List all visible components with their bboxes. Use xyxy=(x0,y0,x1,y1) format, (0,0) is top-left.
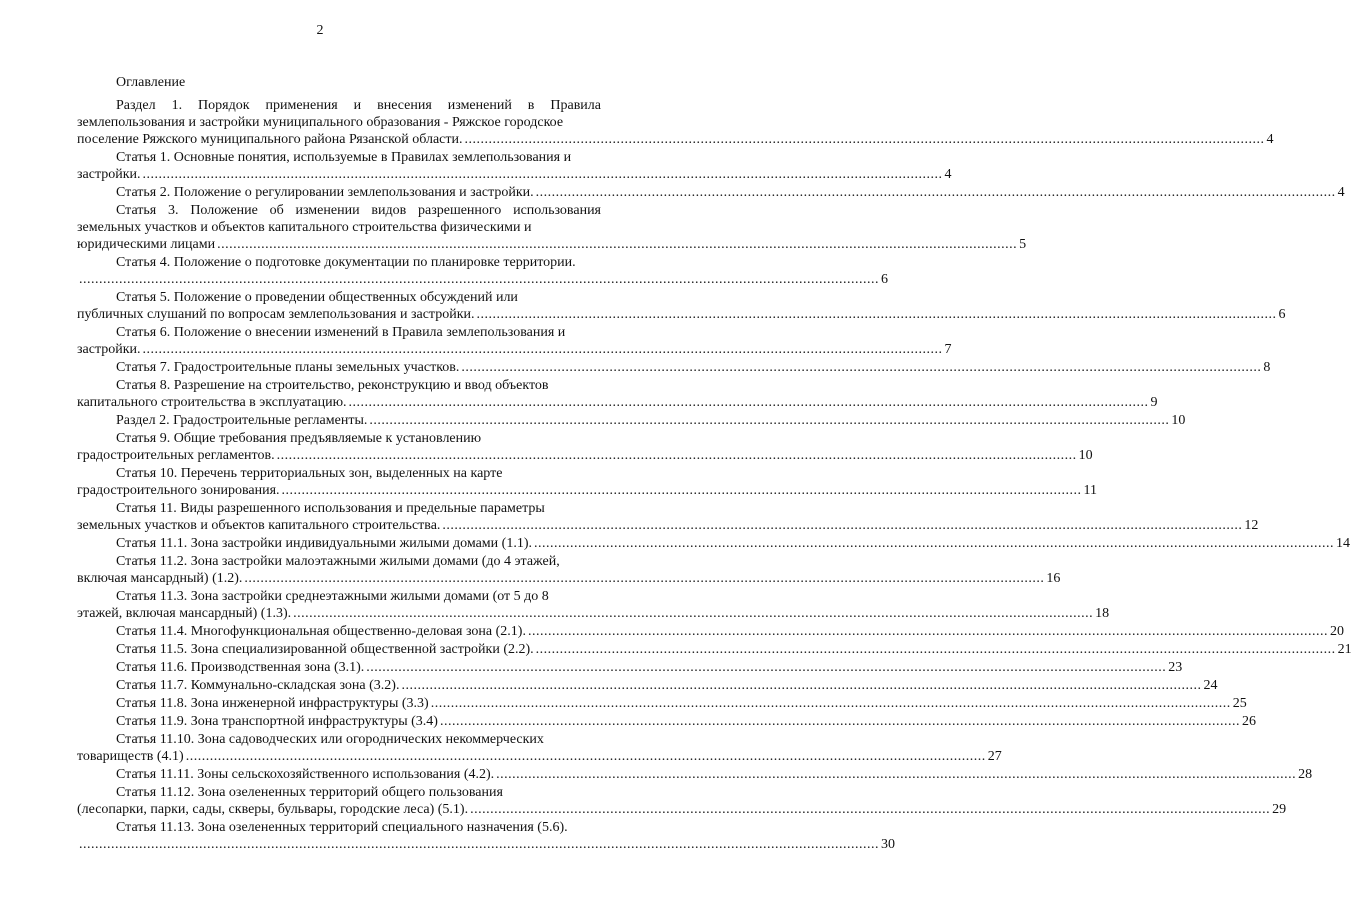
toc-entry-title-end: Статья 11.1. Зона застройки индивидуальными жилыми домами (1.1). xyxy=(116,536,532,551)
toc-page-number: 27 xyxy=(987,749,1002,764)
toc-entry[interactable] xyxy=(77,659,1183,676)
dot-leader: ........................................................................................................................................................................................................ xyxy=(217,237,1018,252)
toc-entry[interactable] xyxy=(77,254,888,288)
toc-entry[interactable] xyxy=(77,641,1352,658)
toc-entry-leader-line xyxy=(77,659,1183,676)
dot-leader: ........................................................................................................................................................................................................ xyxy=(461,360,1262,375)
toc-entry-leader-line xyxy=(77,482,1097,499)
toc-page-number: 7 xyxy=(944,342,952,357)
toc-entry-leader-line xyxy=(77,166,952,183)
toc-entry[interactable] xyxy=(77,97,1274,148)
toc-entry-title: Статья 5. Положение о проведении общественных обсуждений или xyxy=(116,290,518,305)
toc-entry-title: Статья 11.2. Зона застройки малоэтажными жилыми домами (до 4 этажей, xyxy=(116,554,560,569)
toc-entry-title-end: публичных слушаний по вопросам землепользования и застройки. xyxy=(77,307,475,322)
toc-entry-leader-line xyxy=(77,623,1344,640)
toc-entry-title: Статья 11. Виды разрешенного использования и предельные параметры xyxy=(116,501,545,516)
dot-leader: ........................................................................................................................................................................................................ xyxy=(470,802,1271,817)
dot-leader: ........................................................................................................................................................................................................ xyxy=(535,185,1336,200)
dot-leader: ........................................................................................................................................................................................................ xyxy=(79,837,879,852)
toc-entry[interactable] xyxy=(77,535,1350,552)
dot-leader: ........................................................................................................................................................................................................ xyxy=(142,342,943,357)
toc-entry-leader-line xyxy=(77,359,1271,376)
toc-entry-title-end: этажей, включая мансардный) (1.3). xyxy=(77,606,292,621)
toc-entry-title-end: Статья 11.5. Зона специализированной общественной застройки (2.2). xyxy=(116,642,534,657)
toc-entry-title-end: земельных участков и объектов капитального строительства. xyxy=(77,518,441,533)
dot-leader: ........................................................................................................................................................................................................ xyxy=(535,642,1336,657)
toc-entry-leader-line xyxy=(77,641,1352,658)
toc-entry-title-end: включая мансардный) (1.2). xyxy=(77,571,243,586)
toc-page-number: 25 xyxy=(1232,696,1247,711)
toc-entry-leader-line xyxy=(77,517,1259,534)
toc-entry-leader-line xyxy=(77,341,952,358)
toc-entry[interactable] xyxy=(77,149,952,183)
toc-entry[interactable] xyxy=(77,713,1256,730)
toc-entry[interactable] xyxy=(77,324,952,358)
toc-page-number: 6 xyxy=(1278,307,1286,322)
toc-entry-leader-line xyxy=(77,184,1345,201)
toc-entry-leader-line xyxy=(77,535,1350,552)
toc-entry-title-end: капитального строительства в эксплуатацию. xyxy=(77,395,347,410)
dot-leader: ........................................................................................................................................................................................................ xyxy=(401,678,1202,693)
dot-leader: ........................................................................................................................................................................................................ xyxy=(476,307,1277,322)
toc-entry-title-end: градостроительных регламентов. xyxy=(77,448,275,463)
dot-leader: ........................................................................................................................................................................................................ xyxy=(430,696,1231,711)
toc-entry-title: Статья 6. Положение о внесении изменений в Правила землепользования и xyxy=(116,325,566,340)
toc-entry-leader-line xyxy=(77,447,1093,464)
toc-entry-title: Статья 10. Перечень территориальных зон, выделенных на карте xyxy=(116,466,503,481)
toc-page-number: 24 xyxy=(1203,678,1218,693)
toc-entry-leader-line xyxy=(77,306,1286,323)
dot-leader: ........................................................................................................................................................................................................ xyxy=(464,132,1265,147)
toc-entry-leader-line xyxy=(77,801,1287,818)
page-number: 2 xyxy=(316,23,324,38)
toc-entry[interactable] xyxy=(77,430,1093,464)
toc-page-number: 28 xyxy=(1298,767,1313,782)
table-of-contents xyxy=(77,97,1352,854)
toc-entry-title: Раздел 1. Порядок применения и внесения изменений в Правила землепользования и застройки муниципального образования - Ряжское городское xyxy=(77,98,601,130)
toc-entry-title: Статья 1. Основные понятия, используемые в Правилах землепользования и xyxy=(116,150,572,165)
toc-entry[interactable] xyxy=(77,623,1344,640)
toc-page-number: 29 xyxy=(1272,802,1287,817)
toc-entry-leader-line xyxy=(77,695,1247,712)
toc-entry-leader-line xyxy=(77,570,1061,587)
dot-leader: ........................................................................................................................................................................................................ xyxy=(442,518,1243,533)
toc-entry-title: Статья 8. Разрешение на строительство, реконструкцию и ввод объектов xyxy=(116,378,549,393)
toc-entry-title-end: застройки. xyxy=(77,167,141,182)
toc-entry-title-end: Статья 7. Градостроительные планы земельных участков. xyxy=(116,360,460,375)
toc-entry-title-end: юридическими лицами xyxy=(77,237,216,252)
toc-page-number: 4 xyxy=(1266,132,1274,147)
toc-entry[interactable] xyxy=(77,359,1271,376)
toc-page-number: 18 xyxy=(1095,606,1110,621)
toc-entry-title: Статья 11.12. Зона озелененных территорий общего пользования xyxy=(116,785,503,800)
toc-entry-leader-line xyxy=(77,271,888,288)
toc-entry-title: Статья 11.13. Зона озелененных территорий специального назначения (5.6). xyxy=(116,820,568,835)
toc-entry-title-end: поселение Ряжского муниципального района Рязанской области. xyxy=(77,132,463,147)
toc-entry-leader-line xyxy=(77,236,1027,253)
toc-entry-leader-line xyxy=(77,748,1002,765)
toc-entry[interactable] xyxy=(77,377,1158,411)
toc-entry-title-end: товариществ (4.1) xyxy=(77,749,184,764)
dot-leader: ........................................................................................................................................................................................................ xyxy=(142,167,943,182)
toc-entry-title-end: Раздел 2. Градостроительные регламенты. xyxy=(116,413,368,428)
toc-entry-leader-line xyxy=(77,605,1110,622)
dot-leader: ........................................................................................................................................................................................................ xyxy=(348,395,1149,410)
toc-entry-leader-line xyxy=(77,394,1158,411)
toc-entry-title-end: Статья 11.11. Зоны сельскохозяйственного использования (4.2). xyxy=(116,767,495,782)
toc-title: Оглавление xyxy=(116,75,186,90)
toc-entry-title: Статья 3. Положение об изменении видов разрешенного использования земельных участков и объектов капитального строительства физическими и xyxy=(77,203,601,235)
toc-page-number: 21 xyxy=(1337,642,1352,657)
toc-entry[interactable] xyxy=(77,202,1027,253)
toc-entry[interactable] xyxy=(77,500,1259,534)
toc-page-number: 16 xyxy=(1046,571,1061,586)
dot-leader: ........................................................................................................................................................................................................ xyxy=(79,272,879,287)
toc-entry-title: Статья 11.10. Зона садоводческих или огороднических некоммерческих xyxy=(116,732,544,747)
dot-leader: ........................................................................................................................................................................................................ xyxy=(496,767,1297,782)
toc-entry-title-end: Статья 2. Положение о регулировании землепользования и застройки. xyxy=(116,185,534,200)
toc-page-number: 20 xyxy=(1329,624,1344,639)
dot-leader: ........................................................................................................................................................................................................ xyxy=(439,714,1240,729)
toc-entry-title-end: Статья 11.9. Зона транспортной инфраструктуры (3.4) xyxy=(116,714,438,729)
toc-entry[interactable] xyxy=(77,784,1287,818)
toc-page-number: 5 xyxy=(1019,237,1027,252)
toc-entry[interactable] xyxy=(77,695,1247,712)
toc-entry-leader-line xyxy=(77,766,1313,783)
toc-entry[interactable] xyxy=(77,731,1002,765)
toc-page-number: 30 xyxy=(881,837,895,852)
toc-page-number: 11 xyxy=(1083,483,1097,498)
toc-entry-leader-line xyxy=(77,836,895,853)
toc-entry-title-end: Статья 11.6. Производственная зона (3.1). xyxy=(116,660,365,675)
toc-page-number: 12 xyxy=(1244,518,1259,533)
toc-page-number: 4 xyxy=(944,167,952,182)
toc-entry-title: Статья 4. Положение о подготовке документации по планировке территории. xyxy=(116,255,576,270)
toc-entry-title-end: (лесопарки, парки, сады, скверы, бульвары, городские леса) (5.1). xyxy=(77,802,469,817)
toc-entry-leader-line xyxy=(77,131,1274,148)
toc-page-number: 4 xyxy=(1337,185,1345,200)
toc-entry-title: Статья 11.3. Зона застройки среднеэтажными жилыми домами (от 5 до 8 xyxy=(116,589,549,604)
toc-entry[interactable] xyxy=(77,553,1061,587)
toc-entry-leader-line xyxy=(77,412,1186,429)
toc-page-number: 6 xyxy=(881,272,888,287)
toc-page-number: 10 xyxy=(1171,413,1186,428)
toc-page-number: 8 xyxy=(1263,360,1271,375)
toc-page-number: 26 xyxy=(1241,714,1256,729)
dot-leader: ........................................................................................................................................................................................................ xyxy=(366,660,1167,675)
dot-leader: ........................................................................................................................................................................................................ xyxy=(276,448,1077,463)
dot-leader: ........................................................................................................................................................................................................ xyxy=(244,571,1045,586)
toc-entry-title-end: застройки. xyxy=(77,342,141,357)
toc-entry-title-end: Статья 11.4. Многофункциональная общественно-деловая зона (2.1). xyxy=(116,624,526,639)
toc-entry[interactable] xyxy=(77,766,1313,783)
dot-leader: ........................................................................................................................................................................................................ xyxy=(369,413,1170,428)
dot-leader: ........................................................................................................................................................................................................ xyxy=(527,624,1328,639)
toc-entry[interactable] xyxy=(77,289,1286,323)
toc-entry[interactable] xyxy=(77,819,895,853)
toc-page-number: 23 xyxy=(1168,660,1183,675)
toc-page-number: 9 xyxy=(1150,395,1158,410)
toc-entry-title-end: градостроительного зонирования. xyxy=(77,483,280,498)
toc-entry-title: Статья 9. Общие требования предъявляемые к установлению xyxy=(116,431,482,446)
dot-leader: ........................................................................................................................................................................................................ xyxy=(281,483,1082,498)
toc-page-number: 10 xyxy=(1078,448,1093,463)
dot-leader: ........................................................................................................................................................................................................ xyxy=(534,536,1334,551)
dot-leader: ........................................................................................................................................................................................................ xyxy=(293,606,1094,621)
toc-entry[interactable] xyxy=(77,465,1097,499)
toc-entry-leader-line xyxy=(77,713,1256,730)
toc-entry-title-end: Статья 11.8. Зона инженерной инфраструктуры (3.3) xyxy=(116,696,429,711)
toc-entry-leader-line xyxy=(77,677,1218,694)
toc-entry[interactable] xyxy=(77,412,1186,429)
toc-entry[interactable] xyxy=(77,677,1218,694)
toc-page-number: 14 xyxy=(1336,536,1350,551)
toc-entry-title-end: Статья 11.7. Коммунально-складская зона (3.2). xyxy=(116,678,400,693)
toc-entry[interactable] xyxy=(77,588,1110,622)
dot-leader: ........................................................................................................................................................................................................ xyxy=(185,749,986,764)
toc-entry[interactable] xyxy=(77,184,1345,201)
